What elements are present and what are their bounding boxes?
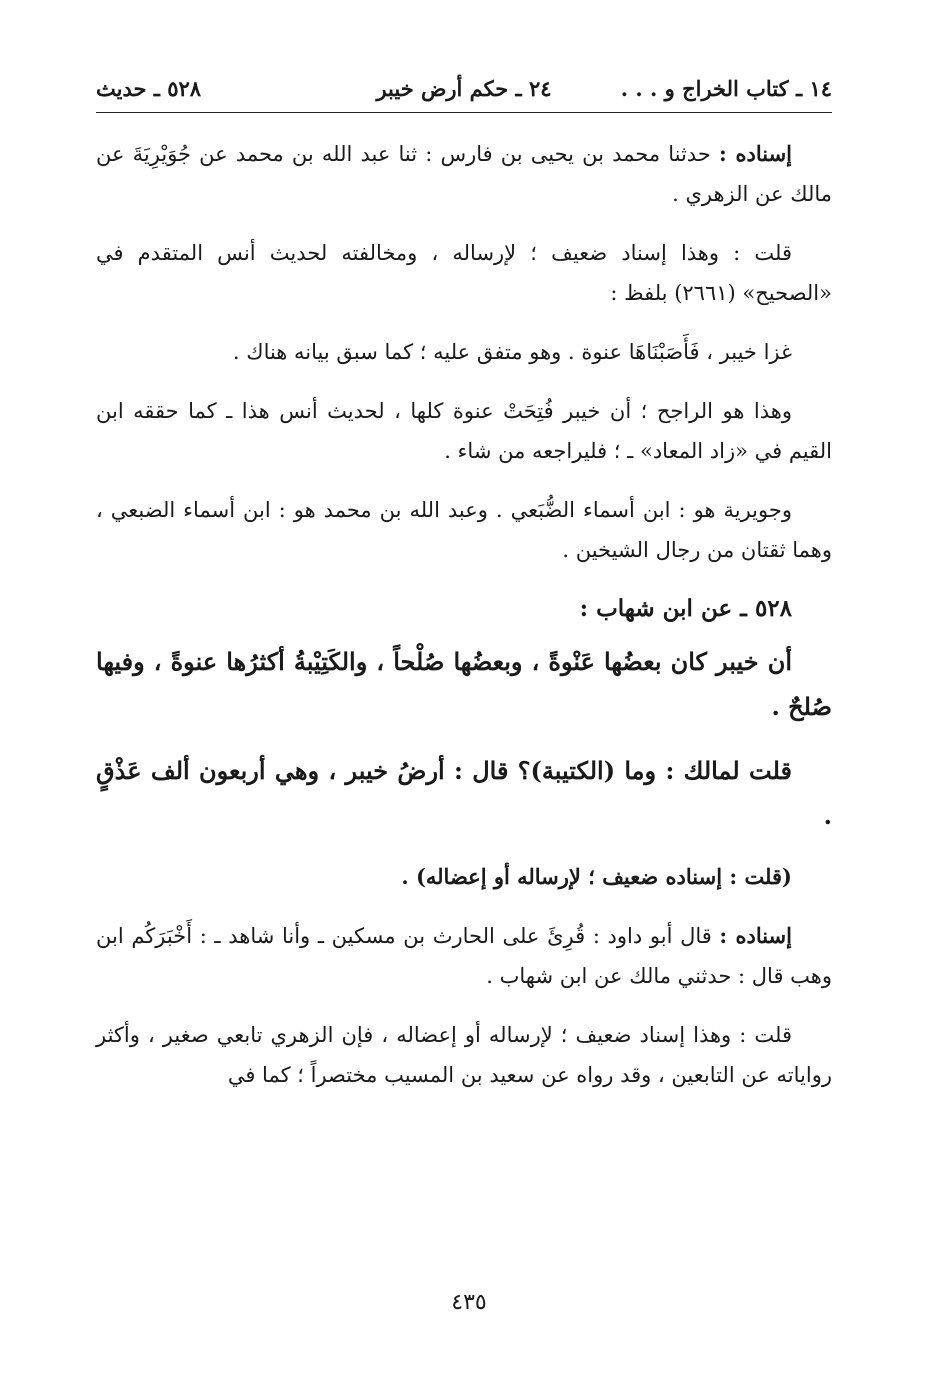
paragraph-text: قلت : وهذا إسناد ضعيف ؛ لإرساله ، ومخالفته لحديث أنس المتقدم في «الصحيح» (٢٦٦١) بلفظ : — [96, 241, 832, 305]
paragraph-comment — [96, 233, 832, 313]
paragraph-comment — [96, 1015, 832, 1095]
hadith-heading — [96, 589, 832, 629]
page-body — [96, 134, 832, 1114]
hadith-text — [96, 639, 832, 729]
paragraph-isnad — [96, 916, 832, 996]
hadith-text-continued — [96, 748, 832, 838]
lead-word: إسناده : — [719, 923, 792, 948]
paragraph-text: غزا خيبر ، فَأَصَبْنَاهَا عنوة . وهو متفق عليه ؛ كما سبق بيانه هناك . — [232, 340, 792, 364]
paragraph-quote — [96, 332, 832, 372]
paragraph-text: قلت لمالك : وما (الكتيبة)؟ قال : أرضُ خيبر ، وهي أربعون ألف عَذْقٍ . — [96, 756, 832, 830]
paragraph-isnad — [96, 134, 832, 214]
paragraph-text: ٥٢٨ ـ عن ابن شهاب : — [579, 595, 792, 622]
lead-word: إسناده : — [718, 141, 792, 166]
paragraph-comment — [96, 490, 832, 570]
page-number: ٤٣٥ — [451, 1290, 487, 1315]
paragraph-text: وهذا هو الراجح ؛ أن خيبر فُتِحَتْ عنوة كلها ، لحديث أنس هذا ـ كما حققه ابن القيم في «زاد المعاد» ـ ؛ فليراجعه من شاء . — [96, 399, 832, 463]
paragraph-text: أن خيبر كان بعضُها عَنْوةً ، وبعضُها صُلْحاً ، والكَتِيْبةُ أكثرُها عنوةً ، وفيها صُلحٌ . — [96, 647, 832, 721]
header-chapter: ١٤ ـ كتاب الخراج و . . . — [620, 76, 832, 101]
paragraph-text: حدثنا محمد بن يحيى بن فارس : ثنا عبد الله بن محمد عن جُوَيْرِيَةَ عن مالك عن الزهري . — [96, 142, 832, 206]
running-header — [96, 76, 832, 110]
paragraph-comment — [96, 391, 832, 471]
paragraph-text: وجويرية هو : ابن أسماء الضُّبَعي . وعبد الله بن محمد هو : ابن أسماء الضبعي ، وهما ثقتان من رجال الشيخين . — [96, 498, 832, 562]
paragraph-text: (قلت : إسناده ضعيف ؛ لإرساله أو إعضاله) . — [401, 864, 792, 889]
hadith-grading — [96, 857, 832, 897]
header-hadith-number: ٥٢٨ ـ حديث — [96, 76, 202, 101]
header-rule — [96, 112, 832, 113]
paragraph-text: قال أبو داود : قُرِئَ على الحارث بن مسكين ـ وأنا شاهد ـ : أَخْبَرَكُم ابن وهب قال : حدثني مالك عن ابن شهاب . — [96, 924, 832, 988]
header-section: ٢٤ ـ حكم أرض خيبر — [376, 76, 552, 101]
paragraph-text: قلت : وهذا إسناد ضعيف ؛ لإرساله أو إعضاله ، فإن الزهري تابعي صغير ، وأكثر رواياته عن التابعين ، وقد رواه عن سعيد بن المسيب مختصراً ؛ كما في — [96, 1023, 832, 1087]
